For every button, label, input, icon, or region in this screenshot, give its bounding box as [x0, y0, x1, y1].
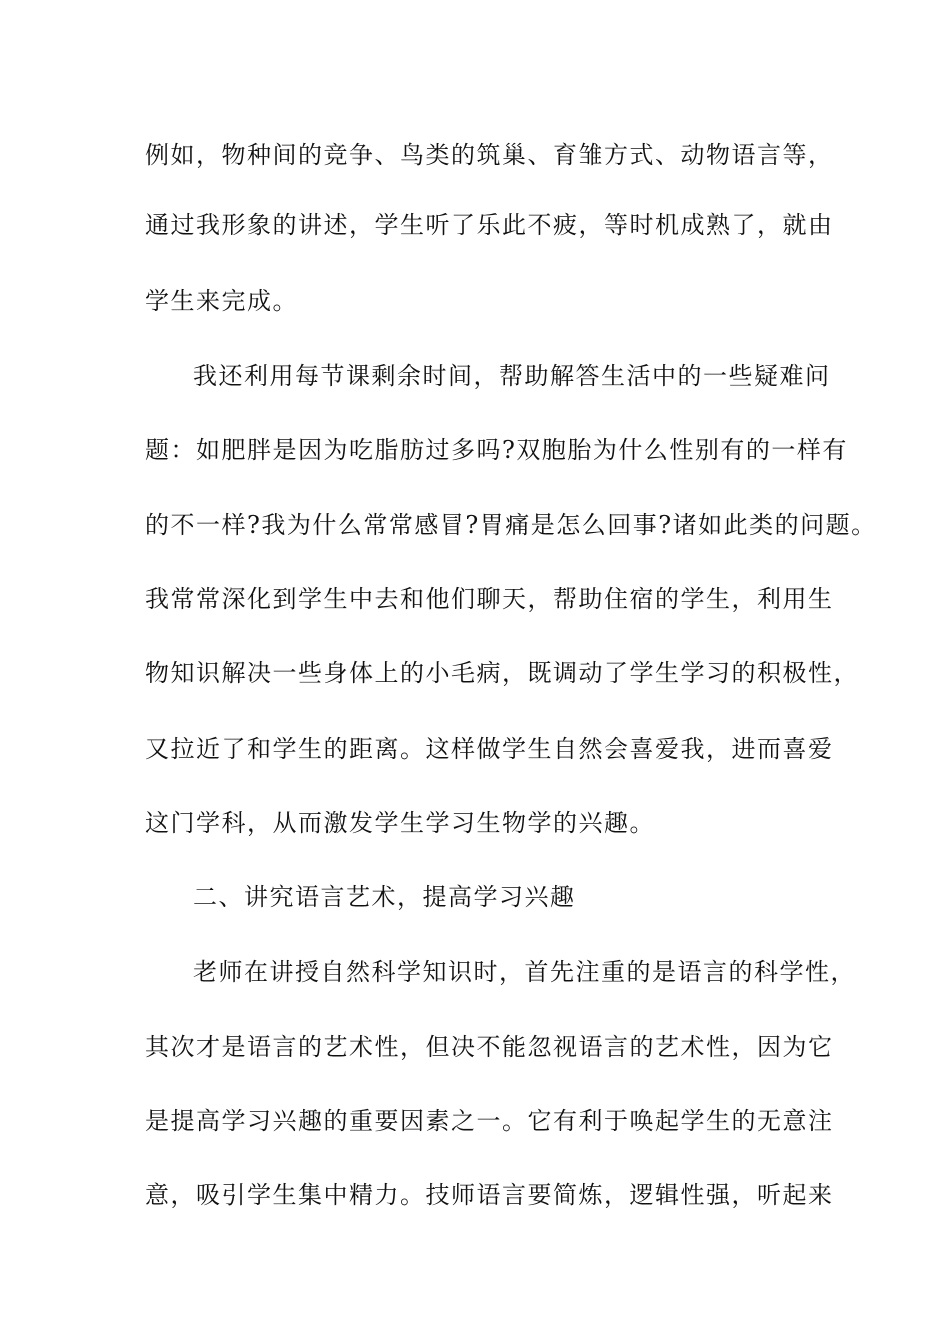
text-line: 这门学科，从而激发学生学习生物学的兴趣。 [145, 809, 655, 837]
text-line: 是提高学习兴趣的重要因素之一。它有利于唤起学生的无意注 [145, 1107, 834, 1135]
paragraph-first-line: 老师在讲授自然科学知识时，首先注重的是语言的科学性， [193, 958, 856, 986]
text-line: 通过我形象的讲述，学生听了乐此不疲，等时机成熟了，就由 [145, 211, 834, 239]
text-line: 意，吸引学生集中精力。技师语言要简炼，逻辑性强，听起来 [145, 1181, 834, 1209]
text-line: 题：如肥胖是因为吃脂肪过多吗?双胞胎为什么性别有的一样有 [145, 436, 848, 464]
text-line: 又拉近了和学生的距离。这样做学生自然会喜爱我，进而喜爱 [145, 735, 834, 763]
text-line: 物知识解决一些身体上的小毛病，既调动了学生学习的积极性， [145, 659, 859, 687]
text-line: 的不一样?我为什么常常感冒?胃痛是怎么回事?诸如此类的问题。 [145, 511, 877, 539]
section-heading: 二、讲究语言艺术，提高学习兴趣 [193, 883, 576, 911]
paragraph-first-line: 我还利用每节课剩余时间，帮助解答生活中的一些疑难问 [193, 362, 831, 390]
text-line: 学生来完成。 [145, 287, 298, 315]
text-line: 我常常深化到学生中去和他们聊天，帮助住宿的学生，利用生 [145, 585, 834, 613]
text-line: 其次才是语言的艺术性，但决不能忽视语言的艺术性，因为它 [145, 1033, 834, 1061]
text-line: 例如，物种间的竞争、鸟类的筑巢、育雏方式、动物语言等， [145, 141, 834, 169]
